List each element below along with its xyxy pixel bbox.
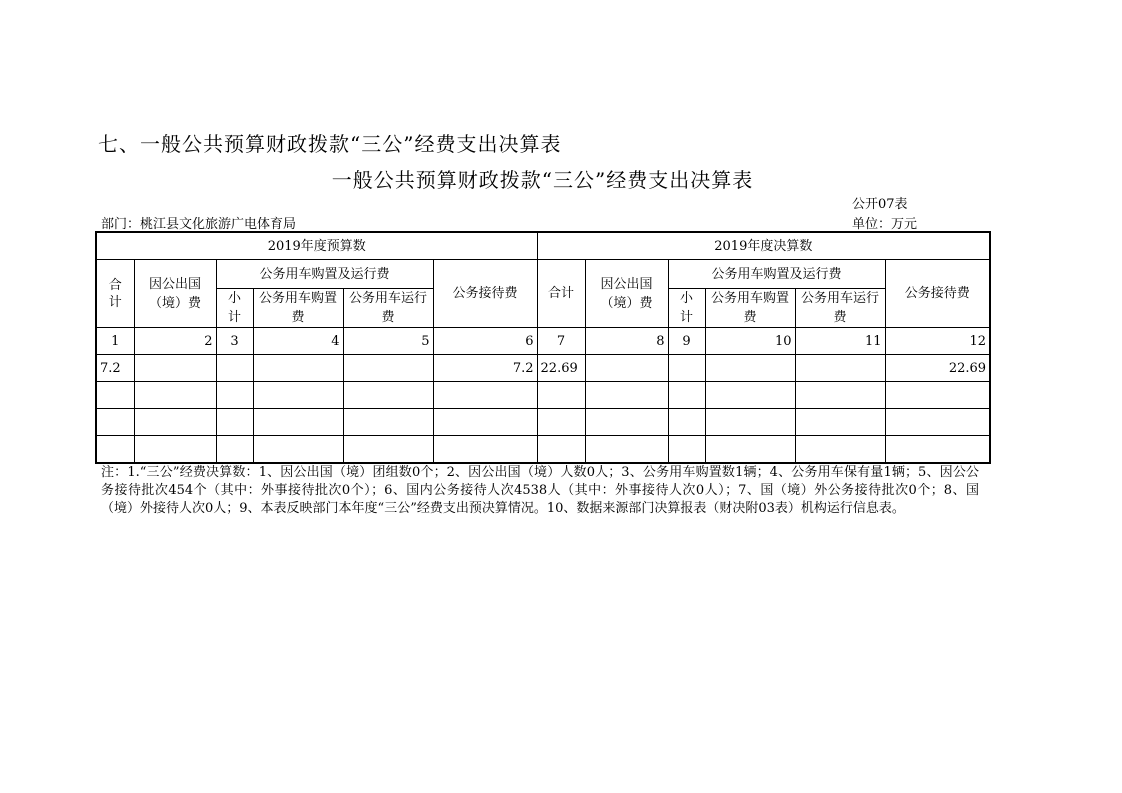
final-reception-header: 公务接待费: [885, 260, 990, 328]
table-cell: [585, 382, 668, 409]
budget-header: 2019年度预算数: [96, 232, 537, 260]
budget-subtotal-label: 小计: [227, 291, 241, 325]
table-cell: [795, 355, 885, 382]
unit-label: 单位：万元: [852, 217, 918, 232]
final-subtotal-header: [668, 289, 705, 328]
page-title: 一般公共预算财政拨款“三公”经费支出决算表: [331, 168, 754, 192]
table-cell: [96, 409, 134, 436]
table-cell: [668, 436, 705, 464]
column-number: 2: [134, 328, 216, 355]
budget-reception-header: 公务接待费: [433, 260, 537, 328]
table-row: [96, 436, 990, 464]
table-cell: [537, 436, 585, 464]
final-car-purchase-header: [705, 289, 795, 328]
three-public-expenses-table: [95, 231, 991, 464]
table-cell: [885, 382, 990, 409]
column-number: 11: [795, 328, 885, 355]
budget-abroad-header: [134, 260, 216, 328]
table-cell: 22.69: [885, 355, 990, 382]
final-car-group-header: 公务用车购置及运行费: [668, 260, 885, 289]
budget-total-header: [96, 260, 134, 328]
final-header: 2019年度决算数: [537, 232, 990, 260]
table-cell: [668, 382, 705, 409]
budget-total-label: 合 计: [108, 277, 122, 310]
table-cell: [343, 382, 433, 409]
table-cell: [253, 409, 343, 436]
table-cell: [795, 436, 885, 464]
final-car-purchase-label: 公务用车购置费: [711, 291, 790, 325]
table-cell: [705, 355, 795, 382]
table-cell: [795, 409, 885, 436]
table-cell: [705, 382, 795, 409]
table-cell: [216, 409, 253, 436]
budget-subtotal-header: [216, 289, 253, 328]
table-cell: [216, 382, 253, 409]
column-number: 7: [537, 328, 585, 355]
table-cell: [96, 436, 134, 464]
table-cell: [343, 436, 433, 464]
final-total-header: 合计: [537, 260, 585, 328]
final-car-running-header: [795, 289, 885, 328]
table-cell: [585, 436, 668, 464]
table-notes: 注：1.“三公”经费决算数：1、因公出国（境）团组数0个；2、因公出国（境）人数0人；3、公务用车购置数1辆；4、公务用车保有量1辆；5、因公公务接待批次454个（其中：外事接待批次0个）；6、国内公务接待人次4538人（其中：外事接待人次0人）；7、国（境）外公务接待批次0个；8、国（境）外接待人次0人；9、本表反映部门本年度“三公”经费支出预决算情况。10、数据来源部门决算报表（财决附03表）机构运行信息表。: [101, 465, 979, 516]
final-subtotal-label: 小计: [680, 291, 694, 325]
table-cell: [96, 382, 134, 409]
table-cell: [585, 355, 668, 382]
column-number: 9: [668, 328, 705, 355]
column-number: 5: [343, 328, 433, 355]
table-row: [96, 355, 990, 382]
table-cell: [668, 409, 705, 436]
table-cell: [134, 355, 216, 382]
column-number-row: [96, 328, 990, 355]
table-cell: 7.2: [433, 355, 537, 382]
table-cell: [433, 436, 537, 464]
column-number: 8: [585, 328, 668, 355]
table-cell: [885, 436, 990, 464]
table-cell: [795, 382, 885, 409]
table-cell: [668, 355, 705, 382]
table-cell: [705, 436, 795, 464]
table-cell: [343, 409, 433, 436]
table-cell: [537, 409, 585, 436]
table-cell: [343, 355, 433, 382]
table-cell: [253, 355, 343, 382]
table-cell: [253, 382, 343, 409]
column-number: 3: [216, 328, 253, 355]
budget-car-group-header: 公务用车购置及运行费: [216, 260, 433, 289]
table-cell: [134, 382, 216, 409]
budget-abroad-label: 因公出国（境）费: [148, 276, 201, 311]
budget-car-running-header: [343, 289, 433, 328]
table-cell: [433, 409, 537, 436]
department-label: 部门：桃江县文化旅游广电体育局: [101, 217, 297, 232]
table-cell: [537, 382, 585, 409]
table-cell: [885, 409, 990, 436]
table-cell: [433, 382, 537, 409]
column-number: 4: [253, 328, 343, 355]
column-number: 12: [885, 328, 990, 355]
budget-car-purchase-header: [253, 289, 343, 328]
table-cell: [134, 409, 216, 436]
table-cell: [216, 436, 253, 464]
final-abroad-header: [585, 260, 668, 328]
table-cell: [134, 436, 216, 464]
table-cell: [216, 355, 253, 382]
table-cell: 22.69: [537, 355, 585, 382]
column-number: 6: [433, 328, 537, 355]
table-cell: [705, 409, 795, 436]
section-title: 七、一般公共预算财政拨款“三公”经费支出决算表: [98, 132, 562, 156]
table-cell: [253, 436, 343, 464]
budget-car-running-label: 公务用车运行费: [348, 291, 427, 325]
column-number: 10: [705, 328, 795, 355]
form-number: 公开07表: [852, 197, 908, 212]
table-cell: 7.2: [96, 355, 134, 382]
column-number: 1: [96, 328, 134, 355]
final-car-running-label: 公务用车运行费: [801, 291, 880, 325]
final-abroad-label: 因公出国（境）费: [600, 276, 653, 311]
table-cell: [585, 409, 668, 436]
table-row: [96, 409, 990, 436]
table-row: [96, 382, 990, 409]
budget-car-purchase-label: 公务用车购置费: [258, 291, 337, 325]
